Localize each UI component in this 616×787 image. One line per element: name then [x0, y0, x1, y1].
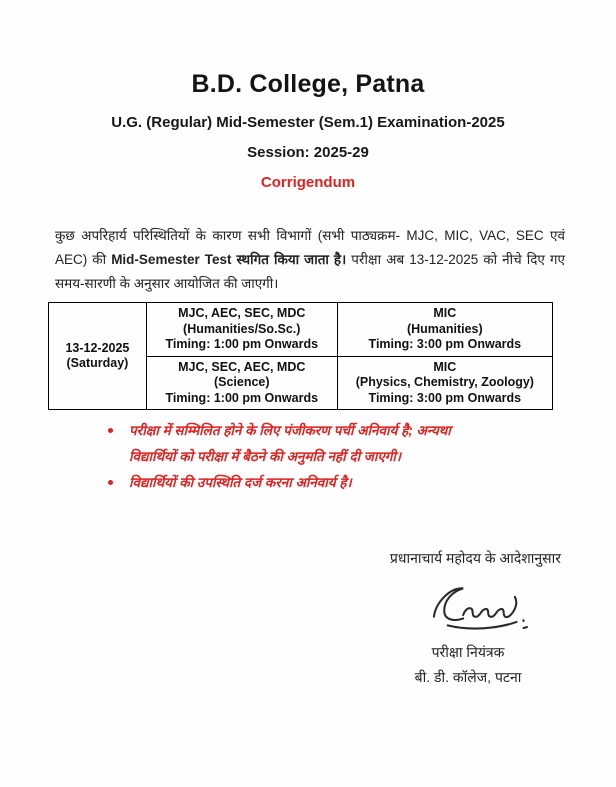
timing-label: Timing: 3:00 pm Onwards: [368, 337, 522, 351]
signatory-college: बी. डी. कॉलेज, पटना: [414, 669, 522, 685]
stream-label: (Science): [213, 375, 270, 389]
stream-label: (Humanities): [406, 321, 483, 336]
signatory-designation: परीक्षा नियंत्रक: [431, 644, 505, 660]
college-title: B.D. College, Patna: [191, 70, 425, 98]
timing-label: Timing: 3:00 pm Onwards: [368, 390, 522, 405]
note-registration-slip: परीक्षा में सम्मिलित होने के लिए पंजीकरण पर्ची अनिवार्य है; अन्यथा विद्यार्थियों को परीक्षा में बैठने की अनुमति नहीं दी जाएगी।: [129, 423, 451, 464]
timing-label: Timing: 1:00 pm Onwards: [165, 337, 319, 351]
signature-block: [378, 582, 558, 687]
course-codes: MJC, SEC, AEC, MDC: [178, 359, 306, 374]
course-codes: MIC: [433, 359, 457, 374]
exam-date-cell: [49, 303, 147, 410]
list-item: [108, 470, 500, 496]
table-row: [49, 303, 553, 357]
notice-text-regular-1: कुछ अपरिहार्य परिस्थितियों के कारण सभी विभागों (सभी पाठ्यक्रम- MJC, MIC, VAC, SEC एवं AEC) की: [55, 228, 565, 267]
corrigendum-heading: Corrigendum: [260, 174, 356, 191]
course-codes: MIC: [433, 306, 457, 320]
bullet-icon: [108, 428, 113, 433]
exam-date: 13-12-2025: [65, 340, 130, 355]
bullet-icon: [108, 480, 113, 485]
list-item: [108, 418, 500, 470]
important-notes-list: [108, 418, 500, 496]
signature: [427, 582, 539, 641]
session2-science-cell: [337, 356, 552, 410]
session-line: Session: 2025-29: [247, 144, 369, 161]
stream-label: (Physics, Chemistry, Zoology): [355, 375, 534, 389]
session1-science-cell: [146, 356, 337, 410]
session1-humanities-cell: [146, 303, 337, 357]
exam-schedule-table: [48, 302, 553, 410]
timing-label: Timing: 1:00 pm Onwards: [165, 390, 319, 405]
notice-text-regular-2: परीक्षा अब 13-12-2025 को नीचे दिए गए समय-सारणी के अनुसार आयोजित की जाएगी।: [55, 252, 565, 291]
course-codes: MJC, AEC, SEC, MDC: [178, 306, 306, 320]
stream-label: (Humanities/So.Sc.): [183, 321, 301, 336]
notice-text-bold: Mid-Semester Test स्थगित किया जाता है।: [111, 252, 347, 267]
exam-day: (Saturday): [66, 356, 129, 370]
by-order-line: प्रधानाचार्य महोदय के आदेशानुसार: [389, 550, 561, 566]
notice-paragraph: [55, 224, 565, 296]
note-attendance: विद्यार्थियों की उपस्थिति दर्ज करना अनिवार्य है।: [129, 475, 352, 490]
session2-humanities-cell: [337, 303, 552, 357]
exam-title: U.G. (Regular) Mid-Semester (Sem.1) Examination-2025: [111, 114, 505, 131]
